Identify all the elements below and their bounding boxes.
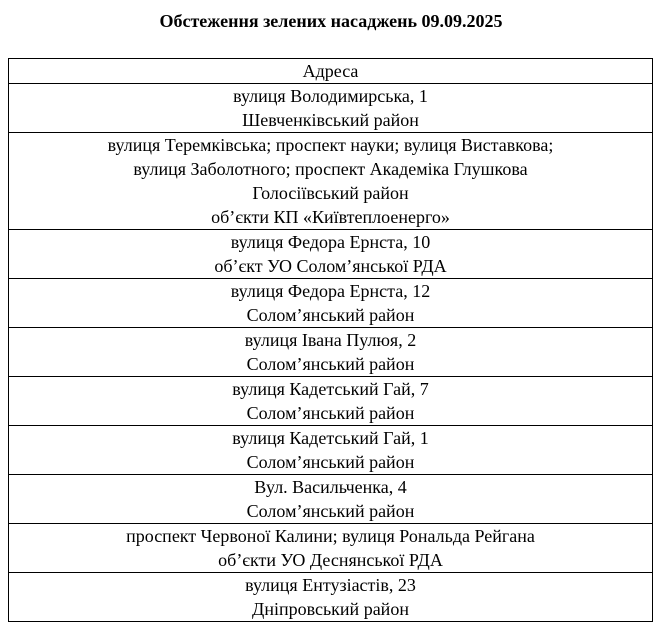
- district-line: Солом’янський район: [246, 305, 415, 325]
- district-line: Солом’янський район: [246, 403, 415, 423]
- table-row: [9, 377, 653, 426]
- table-row: [9, 475, 653, 524]
- table-row: [9, 84, 653, 133]
- table-row: [9, 573, 653, 622]
- district-line: Солом’янський район: [246, 354, 415, 374]
- address-cell: [9, 524, 653, 573]
- address-cell: [9, 426, 653, 475]
- address-cell: [9, 230, 653, 279]
- address-line: вулиця Заболотного; проспект Академіка Глушкова: [133, 159, 528, 179]
- address-line: вулиця Володимирська, 1: [233, 86, 428, 106]
- address-cell: [9, 377, 653, 426]
- address-line: вулиця Івана Пулюя, 2: [244, 330, 417, 350]
- table-row: [9, 524, 653, 573]
- address-line: Вул. Васильченка, 4: [254, 477, 407, 497]
- district-line: Солом’янський район: [246, 452, 415, 472]
- table-row: [9, 133, 653, 230]
- column-header-address: Адреса: [9, 59, 653, 84]
- object-line: об’єкт УО Солом’янської РДА: [214, 256, 447, 276]
- address-table: [8, 58, 653, 622]
- object-line: об’єкти КП «Київтеплоенерго»: [211, 207, 450, 227]
- table-row: [9, 279, 653, 328]
- document-title: Обстеження зелених насаджень 09.09.2025: [159, 11, 503, 31]
- address-cell: [9, 279, 653, 328]
- address-line: вулиця Кадетський Гай, 7: [232, 379, 429, 399]
- address-line: проспект Червоної Калини; вулиця Рональда Рейгана: [126, 526, 535, 546]
- table-row: [9, 230, 653, 279]
- address-cell: [9, 475, 653, 524]
- district-line: Солом’янський район: [246, 501, 415, 521]
- address-cell: [9, 133, 653, 230]
- address-cell: [9, 573, 653, 622]
- table-row: [9, 328, 653, 377]
- address-line: вулиця Федора Ернста, 10: [230, 232, 431, 252]
- table-header-row: [9, 59, 653, 84]
- address-line: вулиця Ентузіастів, 23: [245, 575, 416, 595]
- district-line: Шевченківський район: [242, 110, 419, 130]
- address-cell: [9, 84, 653, 133]
- address-line: вулиця Теремківська; проспект науки; вулиця Виставкова;: [107, 135, 554, 155]
- address-line: вулиця Кадетський Гай, 1: [232, 428, 429, 448]
- district-line: Дніпровський район: [252, 599, 409, 619]
- table-row: [9, 426, 653, 475]
- district-line: Голосіївський район: [252, 183, 409, 203]
- address-line: вулиця Федора Ернста, 12: [230, 281, 431, 301]
- object-line: об’єкти УО Деснянської РДА: [218, 550, 443, 570]
- address-cell: [9, 328, 653, 377]
